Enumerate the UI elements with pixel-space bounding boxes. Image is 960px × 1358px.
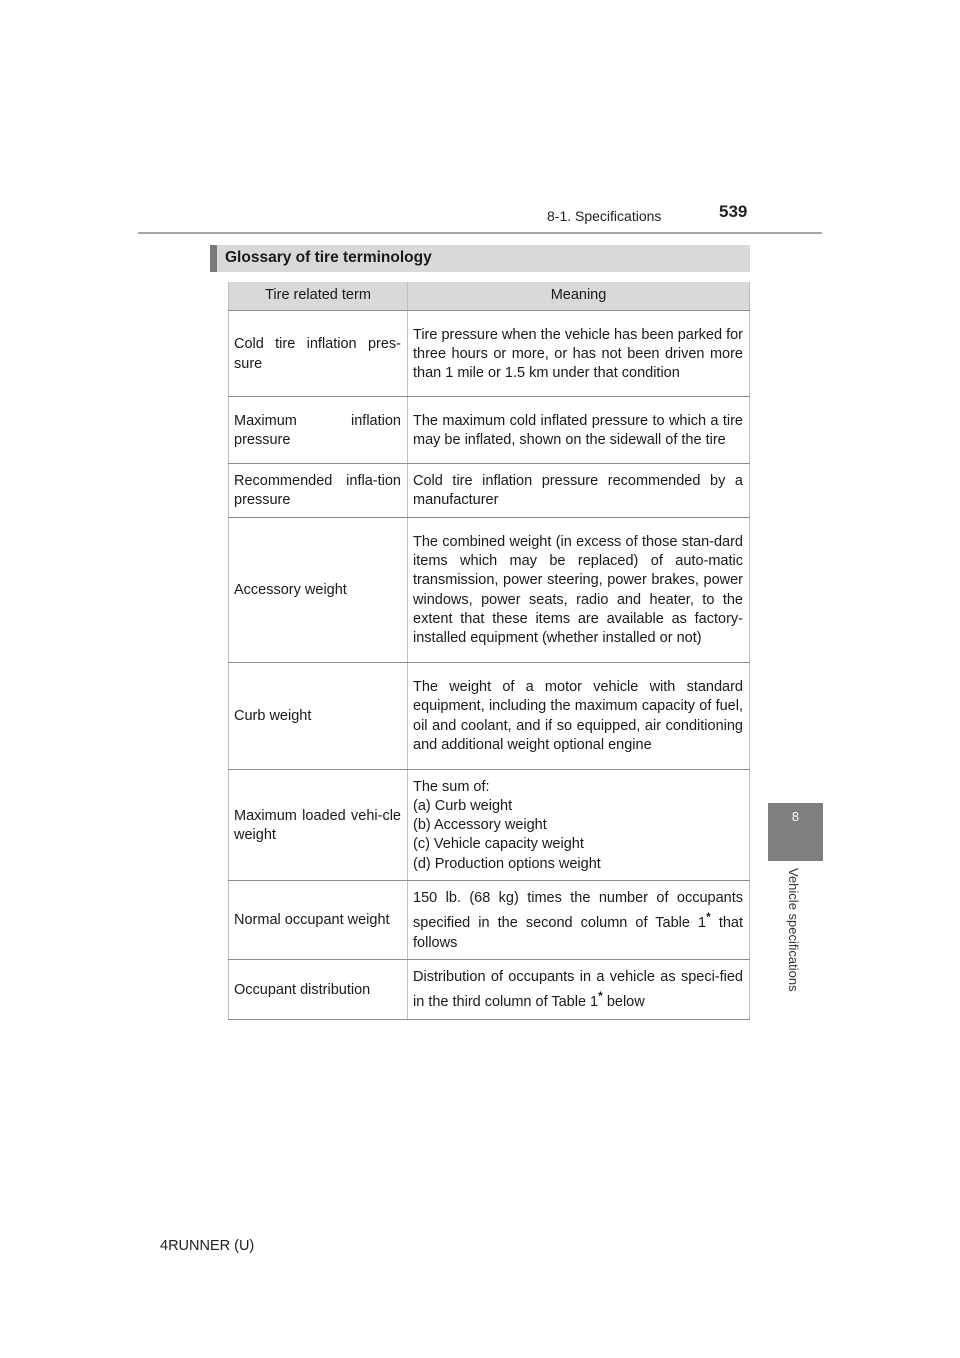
term-cell: Occupant distribution bbox=[229, 959, 408, 1019]
column-header-meaning: Meaning bbox=[408, 282, 750, 311]
chapter-label: Vehicle specifications bbox=[786, 868, 801, 992]
glossary-table bbox=[228, 282, 750, 1020]
meaning-cell: Cold tire inflation pressure recommended by a manufacturer bbox=[408, 464, 750, 518]
section-heading-text: Glossary of tire terminology bbox=[225, 249, 432, 266]
table-row bbox=[229, 517, 750, 662]
term-cell: Maximum inflation pressure bbox=[229, 397, 408, 464]
term-cell: Accessory weight bbox=[229, 517, 408, 662]
table-header-row bbox=[229, 282, 750, 311]
footnote-mark: * bbox=[706, 910, 711, 925]
meaning-text: 150 lb. (68 kg) times the number of occupants specified in the second column of Table 1 bbox=[413, 890, 743, 932]
term-cell: Recommended infla-tion pressure bbox=[229, 464, 408, 518]
meaning-cell bbox=[408, 959, 750, 1019]
meaning-line: (a) Curb weight bbox=[413, 797, 513, 814]
table-row bbox=[229, 881, 750, 960]
meaning-cell bbox=[408, 769, 750, 880]
meaning-cell: The combined weight (in excess of those stan-dard items which may be replaced) of auto-matic transmission, power steering, power brakes, power windows, power seats, radio and heater, to the extent that these items are available as factory-installed equipment (whether installed or not) bbox=[408, 517, 750, 662]
meaning-text: Distribution of occupants in a vehicle as speci-fied in the third column of Table 1 bbox=[413, 968, 743, 1011]
term-cell: Normal occupant weight bbox=[229, 881, 408, 960]
table-row bbox=[229, 769, 750, 880]
header-section-title: 8-1. Specifications bbox=[547, 208, 662, 224]
meaning-text-tail: below bbox=[602, 994, 645, 1011]
meaning-line: (d) Production options weight bbox=[413, 855, 601, 872]
term-cell: Curb weight bbox=[229, 662, 408, 769]
footnote-mark: * bbox=[598, 989, 603, 1004]
meaning-cell: Tire pressure when the vehicle has been parked for three hours or more, or has not been driven more than 1 mile or 1.5 km under that condition bbox=[408, 311, 750, 397]
table-row bbox=[229, 662, 750, 769]
chapter-number: 8 bbox=[791, 809, 800, 824]
meaning-cell: The weight of a motor vehicle with standard equipment, including the maximum capacity of fuel, oil and coolant, and if so equipped, air conditioning and additional weight optional engine bbox=[408, 662, 750, 769]
term-cell: Maximum loaded vehi-cle weight bbox=[229, 769, 408, 880]
chapter-tab bbox=[768, 803, 823, 861]
meaning-cell bbox=[408, 881, 750, 960]
meaning-line: The sum of: bbox=[413, 778, 490, 795]
footer-model: 4RUNNER (U) bbox=[160, 1238, 255, 1254]
column-header-term: Tire related term bbox=[229, 282, 408, 311]
table-row bbox=[229, 464, 750, 518]
meaning-line: (b) Accessory weight bbox=[413, 817, 547, 834]
meaning-cell: The maximum cold inflated pressure to which a tire may be inflated, shown on the sidewall of the tire bbox=[408, 397, 750, 464]
term-cell: Cold tire inflation pres-sure bbox=[229, 311, 408, 397]
page-number: 539 bbox=[719, 202, 748, 221]
section-heading bbox=[210, 245, 750, 272]
table-row bbox=[229, 959, 750, 1019]
table-row bbox=[229, 311, 750, 397]
meaning-line: (c) Vehicle capacity weight bbox=[413, 836, 584, 853]
header-divider bbox=[138, 232, 822, 234]
table-row bbox=[229, 397, 750, 464]
meaning-text-tail: that follows bbox=[413, 915, 744, 951]
